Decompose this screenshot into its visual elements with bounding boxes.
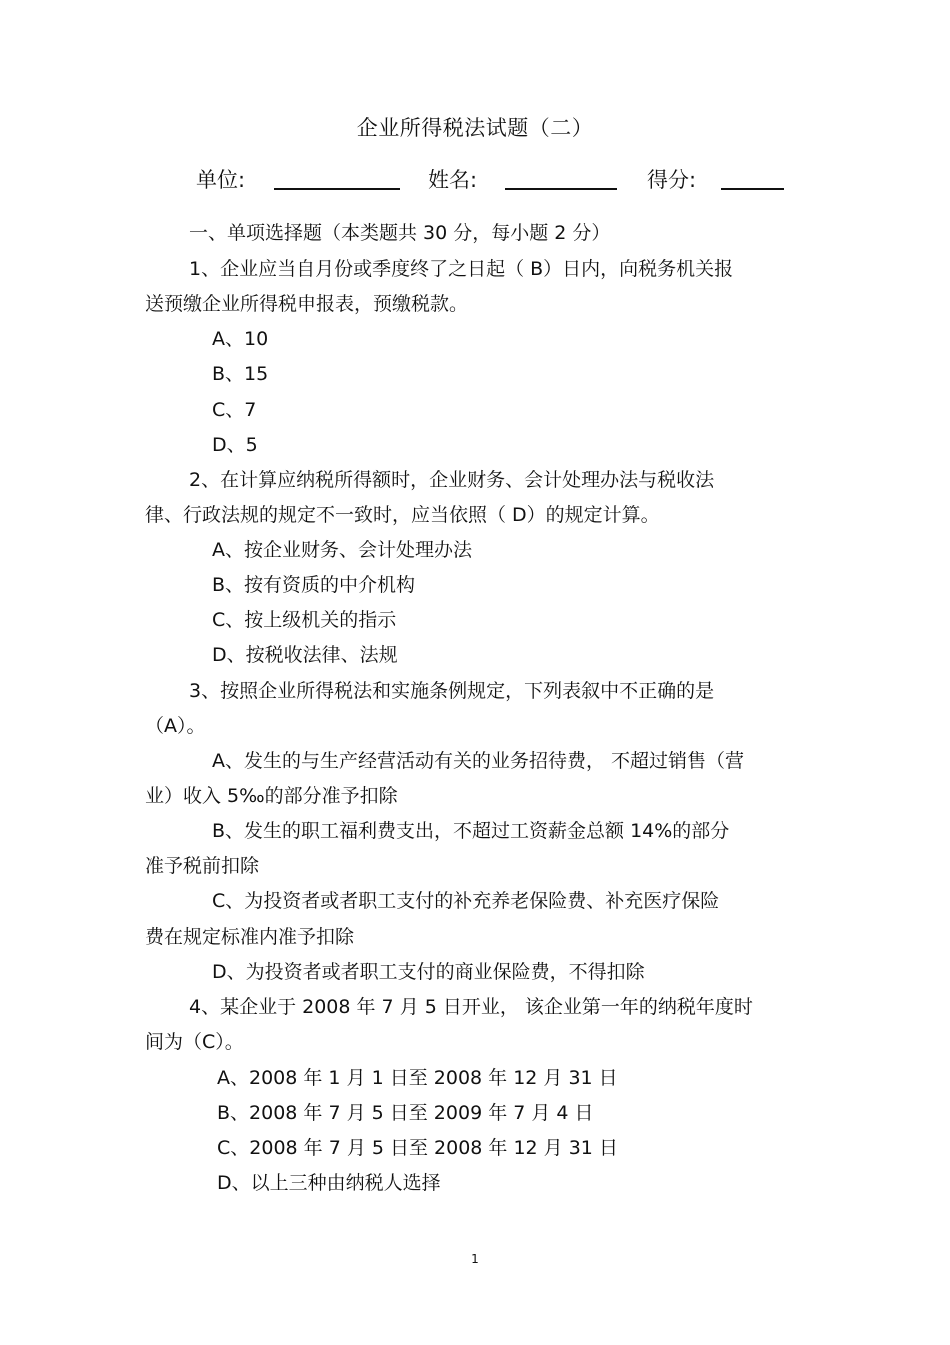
- info-line: [0, 160, 950, 194]
- name-blank: [505, 188, 617, 190]
- q3-option-b-line-2: 准予税前扣除: [145, 855, 260, 877]
- section-heading: 一、单项选择题（本类题共 30 分，每小题 2 分）: [189, 222, 611, 244]
- q4-option-a: A、2008 年 1 月 1 日至 2008 年 12 月 31 日: [217, 1067, 618, 1089]
- q2-option-a: A、按企业财务、会计处理办法: [212, 539, 472, 561]
- q3-option-a-line-2: 业）收入 5‰的部分准予扣除: [145, 785, 398, 807]
- q4-option-b: B、2008 年 7 月 5 日至 2009 年 7 月 4 日: [217, 1102, 594, 1124]
- q3-option-c-line-2: 费在规定标准内准予扣除: [145, 926, 355, 948]
- unit-blank: [274, 188, 400, 190]
- question-3-line-1: 3、按照企业所得税法和实施条例规定，下列表叙中不正确的是: [189, 680, 715, 702]
- q1-option-c: C、7: [212, 399, 257, 421]
- question-1-line-1: 1、企业应当自月份或季度终了之日起（ B）日内，向税务机关报: [189, 258, 734, 280]
- score-blank: [721, 188, 784, 190]
- question-4-line-1: 4、某企业于 2008 年 7 月 5 日开业， 该企业第一年的纳税年度时: [189, 996, 753, 1018]
- score-label: 得分:: [647, 168, 697, 192]
- q3-option-c-line-1: C、为投资者或者职工支付的补充养老保险费、补充医疗保险: [212, 890, 720, 912]
- page-number: 1: [471, 1252, 479, 1266]
- question-3-line-2: （A）。: [145, 715, 206, 737]
- q4-option-d: D、以上三种由纳税人选择: [217, 1172, 441, 1194]
- q1-option-d: D、5: [212, 434, 258, 456]
- page-title: 企业所得税法试题（二）: [356, 116, 594, 140]
- unit-label: 单位:: [196, 168, 246, 192]
- q3-option-b-line-1: B、发生的职工福利费支出，不超过工资薪金总额 14%的部分: [212, 820, 730, 842]
- q3-option-d: D、为投资者或者职工支付的商业保险费，不得扣除: [212, 961, 645, 983]
- q3-option-a-line-1: A、发生的与生产经营活动有关的业务招待费， 不超过销售（营: [212, 750, 745, 772]
- question-2-line-2: 律、行政法规的规定不一致时，应当依照（ D）的规定计算。: [145, 504, 660, 526]
- q4-option-c: C、2008 年 7 月 5 日至 2008 年 12 月 31 日: [217, 1137, 618, 1159]
- question-4-line-2: 间为（C）。: [145, 1031, 244, 1053]
- q2-option-d: D、按税收法律、法规: [212, 644, 398, 666]
- q1-option-a: A、10: [212, 328, 269, 350]
- q2-option-c: C、按上级机关的指示: [212, 609, 397, 631]
- q1-option-b: B、15: [212, 363, 269, 385]
- q2-option-b: B、按有资质的中介机构: [212, 574, 416, 596]
- question-2-line-1: 2、在计算应纳税所得额时，企业财务、会计处理办法与税收法: [189, 469, 715, 491]
- question-1-line-2: 送预缴企业所得税申报表，预缴税款。: [145, 293, 469, 315]
- name-label: 姓名:: [428, 168, 478, 192]
